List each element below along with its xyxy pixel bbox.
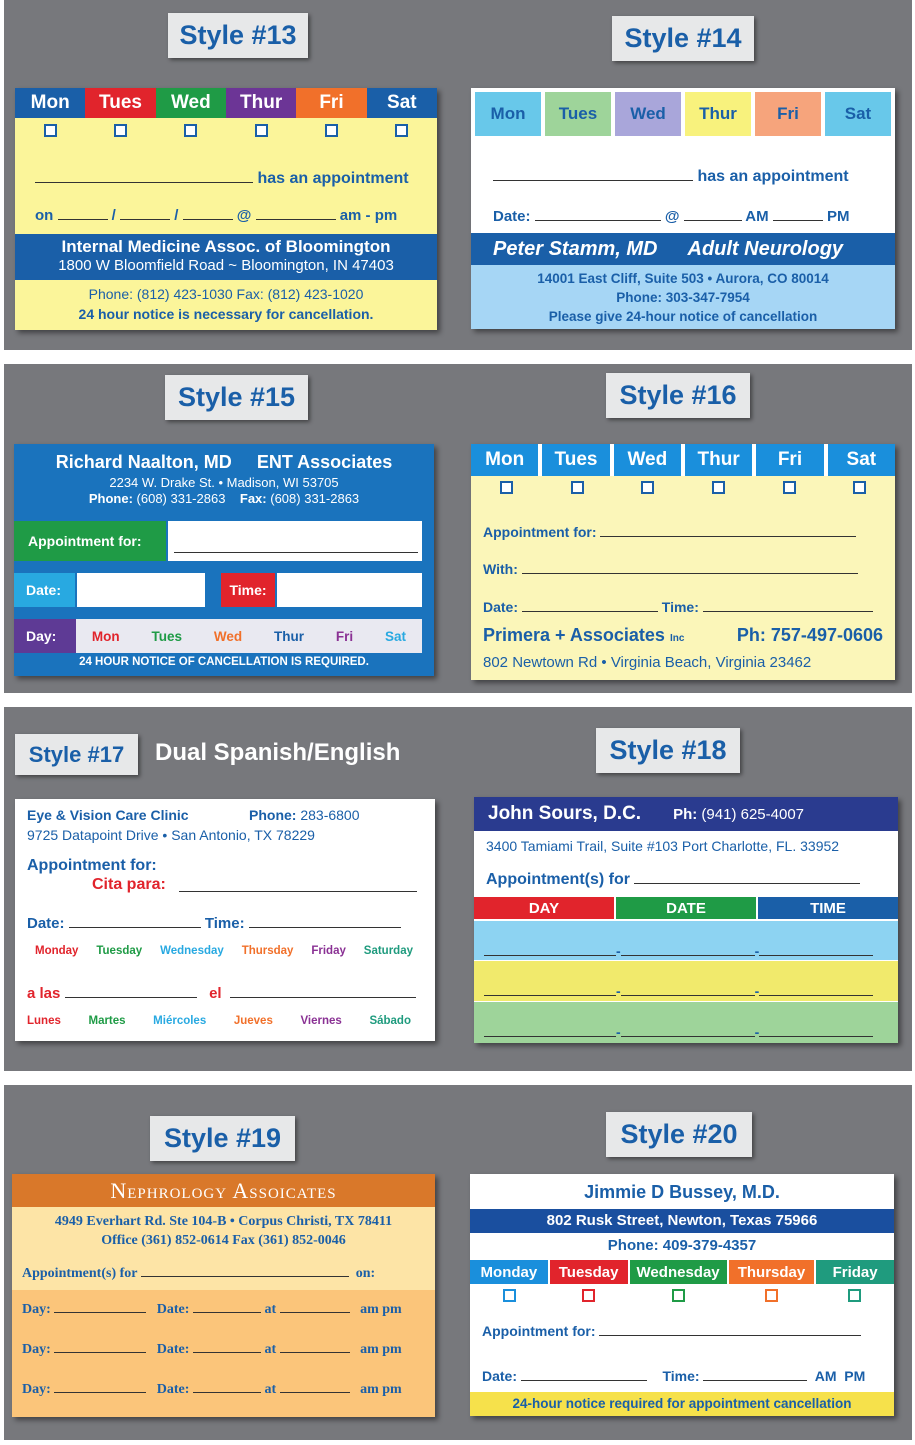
at-label: @ — [236, 207, 252, 224]
card-style-20 — [470, 1174, 894, 1416]
panel-styles-19-20 — [4, 1085, 912, 1440]
day-mon: Mon — [475, 92, 541, 136]
day-header — [15, 88, 437, 118]
has-appointment-row — [493, 168, 849, 186]
day-wed: Wed — [156, 88, 226, 118]
header-line — [14, 452, 434, 473]
day-tues: Tues — [85, 88, 155, 118]
appointment-row-3[interactable] — [474, 1002, 898, 1043]
day-sat: Sat — [825, 92, 891, 136]
day-header — [470, 1260, 894, 1284]
english-days — [35, 945, 413, 957]
day-fri[interactable]: Fri — [335, 628, 354, 644]
date-label: Date: — [27, 915, 65, 932]
doctor-name: Peter Stamm, MD — [493, 237, 658, 260]
appointment-for-label: Appointment for: — [483, 524, 597, 540]
day-header — [475, 92, 891, 136]
time-line[interactable] — [759, 955, 873, 956]
office-fax: Office (361) 852-0614 Fax (361) 852-0046 — [101, 1233, 346, 1248]
day-checkboxes — [470, 1288, 894, 1308]
cita-para-label: Cita para: — [92, 876, 166, 893]
practice-name: ENT Associates — [256, 452, 393, 472]
alas-label: a las — [27, 985, 61, 1002]
address: 14001 East Cliff, Suite 503 • Aurora, CO 80014 — [537, 271, 829, 286]
checkbox-fri[interactable] — [783, 481, 796, 494]
appointment-line — [174, 552, 418, 553]
date-line[interactable] — [193, 1352, 261, 1353]
address: 9725 Datapoint Drive • San Antonio, TX 78229 — [27, 827, 315, 843]
appointment-row-1[interactable] — [474, 921, 898, 960]
day-tues[interactable]: Tues — [151, 628, 183, 644]
date-time-row — [483, 599, 873, 615]
panel-styles-15-16 — [4, 364, 912, 693]
checkbox-mon[interactable] — [44, 124, 57, 137]
day-sabado[interactable]: Sábado — [369, 1015, 411, 1027]
card-style-17 — [15, 799, 435, 1041]
cancellation-notice: 24 HOUR NOTICE OF CANCELLATION IS REQUIRED. — [79, 656, 369, 668]
day-thursday[interactable]: Thursday — [241, 945, 294, 957]
card-style-16 — [471, 444, 895, 680]
day-wednesday: Wednesday — [630, 1260, 727, 1284]
at-label: at — [264, 1342, 277, 1357]
date-line[interactable] — [621, 995, 755, 996]
phone: (941) 625-4007 — [701, 805, 804, 823]
day-fri: Fri — [756, 444, 823, 476]
month-line[interactable] — [58, 219, 108, 220]
el-label: el — [209, 985, 222, 1002]
cancellation-notice: 24-hour notice required for appointment cancellation — [470, 1392, 894, 1416]
date-label: Date: — [14, 573, 75, 607]
card-style-13 — [15, 88, 437, 330]
day-label: Day: — [22, 1342, 51, 1357]
appointments-label: Appointment(s) for — [22, 1266, 138, 1281]
style-17-tag: Style #17 — [15, 734, 138, 775]
phone: (608) 331-2863 — [136, 491, 226, 506]
day-sat: Sat — [367, 88, 437, 118]
col-date: DATE — [616, 897, 756, 919]
checkbox-wed[interactable] — [641, 481, 654, 494]
ampm-label: am pm — [360, 1302, 402, 1317]
day-monday: Monday — [470, 1260, 548, 1284]
time-label: Time: — [221, 573, 275, 607]
on-label: on — [35, 207, 54, 224]
date-label: Date: — [156, 1342, 190, 1357]
day-thur: Thur — [685, 92, 751, 136]
org-name: Primera + Associates — [483, 625, 665, 645]
phone-row — [673, 806, 804, 823]
phone: Phone: 303-347-7954 — [616, 290, 750, 305]
style-16-tag: Style #16 — [606, 373, 750, 418]
day-lunes[interactable]: Lunes — [27, 1015, 61, 1027]
appointment-slots — [12, 1290, 435, 1417]
cancellation-notice: 24 hour notice is necessary for cancellation. — [78, 306, 374, 322]
fax-label: Fax: — [239, 491, 267, 506]
day-monday[interactable]: Monday — [35, 945, 79, 957]
dash: - — [754, 983, 760, 999]
appointment-for-row — [483, 524, 856, 540]
checkbox-tues[interactable] — [571, 481, 584, 494]
day-line[interactable] — [484, 1036, 616, 1037]
doctor-name: Jimmie D Bussey, M.D. — [584, 1182, 780, 1202]
day-options — [76, 619, 422, 653]
date-line[interactable] — [621, 955, 755, 956]
dash: - — [616, 943, 621, 959]
ampm-label: am pm — [360, 1342, 402, 1357]
phone-fax: Phone: (812) 423-1030 Fax: (812) 423-1020 — [88, 286, 364, 302]
day-fri: Fri — [755, 92, 821, 136]
checkbox-tues[interactable] — [114, 124, 127, 137]
checkbox-sat[interactable] — [853, 481, 866, 494]
clinic-name: Eye & Vision Care Clinic — [27, 807, 189, 823]
alas-el-row — [27, 985, 416, 1002]
column-headers — [474, 897, 898, 919]
style-13-tag: Style #13 — [168, 13, 308, 58]
phone: 283-6800 — [300, 807, 360, 823]
day-checkboxes — [471, 476, 895, 504]
appointments-line[interactable] — [634, 883, 860, 884]
time-label: Time: — [204, 915, 245, 932]
appointment-for-field[interactable] — [168, 521, 422, 561]
date-line[interactable] — [193, 1312, 261, 1313]
slot-3[interactable] — [22, 1382, 402, 1398]
appointments-row — [486, 871, 860, 889]
has-appointment-label: has an appointment — [697, 168, 849, 185]
with-row — [483, 561, 858, 577]
date-line[interactable] — [521, 1380, 647, 1381]
day-line[interactable] — [54, 1352, 146, 1353]
ampm-label: am - pm — [339, 207, 398, 224]
date-label: Date: — [493, 208, 531, 225]
address-band: 802 Rusk Street, Newton, Texas 75966 — [470, 1209, 894, 1233]
with-line[interactable] — [522, 573, 858, 574]
appointment-for-line[interactable] — [599, 1335, 861, 1336]
day-mon[interactable]: Mon — [91, 628, 120, 644]
checkbox-thur[interactable] — [712, 481, 725, 494]
at-label: at — [264, 1382, 277, 1397]
appointments-row — [22, 1266, 375, 1282]
specialty: Adult Neurology — [687, 237, 844, 260]
time-label: Time: — [662, 1368, 700, 1384]
day-label: Day: — [22, 1302, 51, 1317]
day-label: Day: — [14, 619, 76, 653]
time-line[interactable] — [759, 995, 873, 996]
time-line[interactable] — [703, 611, 873, 612]
address: 3400 Tamiami Trail, Suite #103 Port Charlotte, FL. 33952 — [486, 838, 840, 854]
ampm-label: am pm — [360, 1382, 402, 1397]
org-address: 802 Newtown Rd • Virginia Beach, Virginia 23462 — [483, 654, 812, 671]
day-line[interactable] — [54, 1392, 146, 1393]
day-sat[interactable]: Sat — [385, 628, 407, 644]
row-fields — [484, 983, 888, 999]
date-label: Date: — [156, 1302, 190, 1317]
style-20-tag: Style #20 — [606, 1112, 752, 1157]
slot-1[interactable] — [22, 1302, 402, 1318]
day-line[interactable] — [484, 995, 616, 996]
at-label: at — [264, 1302, 277, 1317]
date-time-row — [35, 207, 397, 224]
day-thur[interactable]: Thur — [274, 628, 305, 644]
appointment-for-label: Appointment for: — [14, 521, 166, 561]
card-style-18 — [474, 797, 898, 1043]
date-line[interactable] — [69, 927, 201, 928]
day-mon: Mon — [471, 444, 538, 476]
day-martes[interactable]: Martes — [88, 1015, 126, 1027]
style-15-tag: Style #15 — [165, 375, 308, 420]
appointment-for-row — [482, 1323, 861, 1339]
card-style-19 — [12, 1174, 435, 1417]
phone-label: Phone: — [88, 491, 133, 506]
day-tues: Tues — [545, 92, 611, 136]
time-line[interactable] — [280, 1312, 350, 1313]
time-label: Time: — [661, 599, 699, 615]
checkbox-fri[interactable] — [325, 124, 338, 137]
has-appointment-row — [35, 170, 409, 188]
org-band — [15, 234, 437, 280]
style-18-tag: Style #18 — [596, 728, 740, 773]
pm-label: PM — [844, 1368, 866, 1384]
doctor-band — [471, 233, 895, 265]
org-phone: Ph: 757-497-0606 — [736, 625, 883, 645]
style-14-tag: Style #14 — [612, 16, 754, 61]
appointment-for-line[interactable] — [179, 891, 417, 892]
org-inc: Inc — [669, 633, 685, 644]
address: 4949 Everhart Rd. Ste 104-B • Corpus Christi, TX 78411 — [54, 1214, 393, 1229]
time-line[interactable] — [280, 1352, 350, 1353]
day-tuesday: Tuesday — [550, 1260, 628, 1284]
day-friday[interactable]: Friday — [311, 945, 346, 957]
phone-label: Phone: — [249, 807, 297, 823]
day-thur: Thur — [685, 444, 752, 476]
day-sat: Sat — [828, 444, 895, 476]
day-line[interactable] — [120, 219, 170, 220]
date-field[interactable] — [77, 573, 205, 607]
am-label: AM — [814, 1368, 837, 1384]
has-appointment-label: has an appointment — [257, 170, 409, 187]
slash-2: / — [174, 207, 179, 224]
appointment-for-label: Appointment for: — [27, 857, 157, 874]
style-19-tag: Style #19 — [150, 1116, 295, 1161]
date-label: Date: — [483, 599, 519, 615]
date-label: Date: — [482, 1368, 518, 1384]
appointment-for-label: Appointment for: — [482, 1323, 596, 1339]
date-time-row — [27, 915, 401, 932]
spanish-days — [27, 1015, 411, 1027]
appointments-line[interactable] — [141, 1276, 349, 1277]
slash-1: / — [111, 207, 116, 224]
day-saturday[interactable]: Saturday — [363, 945, 413, 957]
day-label: Day: — [22, 1382, 51, 1397]
day-fri: Fri — [296, 88, 366, 118]
alas-line[interactable] — [65, 997, 197, 998]
checkbox-wednesday[interactable] — [672, 1289, 685, 1302]
date-line[interactable] — [535, 220, 661, 221]
day-checkboxes — [15, 118, 437, 148]
style-17-subtitle: Dual Spanish/English — [155, 739, 401, 766]
org-row — [483, 625, 883, 646]
day-miercoles[interactable]: Miércoles — [153, 1015, 207, 1027]
day-thur: Thur — [226, 88, 296, 118]
date-label: Date: — [156, 1382, 190, 1397]
date-line[interactable] — [621, 1036, 755, 1037]
day-thursday: Thursday — [729, 1260, 815, 1284]
info-band — [471, 265, 895, 329]
address: 2234 W. Drake St. • Madison, WI 53705 — [109, 475, 339, 490]
day-wed: Wed — [615, 92, 681, 136]
org-name: Nephrology Assoicates — [12, 1174, 435, 1207]
appointments-label: Appointment(s) for — [486, 871, 630, 888]
time-line[interactable] — [703, 1380, 807, 1381]
el-line[interactable] — [230, 997, 416, 998]
time-field[interactable] — [277, 573, 422, 607]
checkbox-wed[interactable] — [184, 124, 197, 137]
day-friday: Friday — [816, 1260, 894, 1284]
card-style-15 — [14, 444, 434, 676]
day-line[interactable] — [484, 955, 616, 956]
checkbox-thursday[interactable] — [765, 1289, 778, 1302]
appointment-for-line[interactable] — [600, 536, 856, 537]
dash: - — [616, 983, 621, 999]
checkbox-friday[interactable] — [848, 1289, 861, 1302]
date-time-row — [482, 1368, 865, 1384]
checkbox-tuesday[interactable] — [582, 1289, 595, 1302]
dash: - — [616, 1024, 621, 1040]
doctor-name: John Sours, D.C. — [488, 803, 642, 824]
day-viernes[interactable]: Viernes — [300, 1015, 342, 1027]
checkbox-mon[interactable] — [500, 481, 513, 494]
patient-name-line[interactable] — [493, 180, 693, 181]
on-label: on: — [355, 1266, 376, 1281]
org-address: 1800 W Bloomfield Road ~ Bloomington, IN 47403 — [58, 257, 394, 274]
card-style-14 — [471, 88, 895, 329]
row-fields — [484, 1024, 888, 1040]
day-wed[interactable]: Wed — [213, 628, 243, 644]
am-label: AM — [745, 208, 769, 225]
col-day: DAY — [474, 897, 614, 919]
day-wednesday[interactable]: Wednesday — [160, 945, 224, 957]
day-tuesday[interactable]: Tuesday — [96, 945, 143, 957]
org-name: Internal Medicine Assoc. of Bloomington — [61, 237, 391, 256]
at-label: @ — [664, 208, 680, 225]
doctor-name: Richard Naalton, MD — [55, 452, 232, 472]
slot-2[interactable] — [22, 1342, 402, 1358]
day-tues: Tues — [542, 444, 609, 476]
time-line[interactable] — [759, 1036, 873, 1037]
time-line[interactable] — [280, 1392, 350, 1393]
patient-name-line[interactable] — [35, 182, 253, 183]
phone-fax — [14, 491, 434, 506]
appointment-row-2[interactable] — [474, 961, 898, 1001]
cancellation-notice: Please give 24-hour notice of cancellation — [548, 309, 818, 324]
day-line[interactable] — [54, 1312, 146, 1313]
row-fields — [484, 943, 888, 959]
day-jueves[interactable]: Jueves — [233, 1015, 273, 1027]
with-label: With: — [483, 561, 518, 577]
day-wed: Wed — [614, 444, 681, 476]
header-band — [474, 797, 898, 831]
date-time-row — [493, 208, 849, 225]
dash: - — [754, 943, 760, 959]
date-line[interactable] — [522, 611, 658, 612]
pm-label: PM — [826, 208, 850, 225]
fax: (608) 331-2863 — [270, 491, 360, 506]
day-mon: Mon — [15, 88, 85, 118]
time-line[interactable] — [256, 219, 336, 220]
phone-row — [249, 807, 360, 823]
day-header — [471, 444, 895, 476]
checkbox-monday[interactable] — [503, 1289, 516, 1302]
year-line[interactable] — [183, 219, 233, 220]
phone-label: Ph: — [673, 805, 698, 823]
date-line[interactable] — [193, 1392, 261, 1393]
time-line[interactable] — [249, 927, 401, 928]
checkbox-sat[interactable] — [395, 124, 408, 137]
panel-styles-13-14 — [4, 0, 912, 350]
pm-time-line[interactable] — [773, 220, 823, 221]
phone: Phone: 409-379-4357 — [607, 1237, 757, 1254]
checkbox-thur[interactable] — [255, 124, 268, 137]
col-time: TIME — [758, 897, 898, 919]
am-time-line[interactable] — [684, 220, 742, 221]
dash: - — [754, 1024, 760, 1040]
panel-styles-17-18 — [4, 707, 912, 1071]
